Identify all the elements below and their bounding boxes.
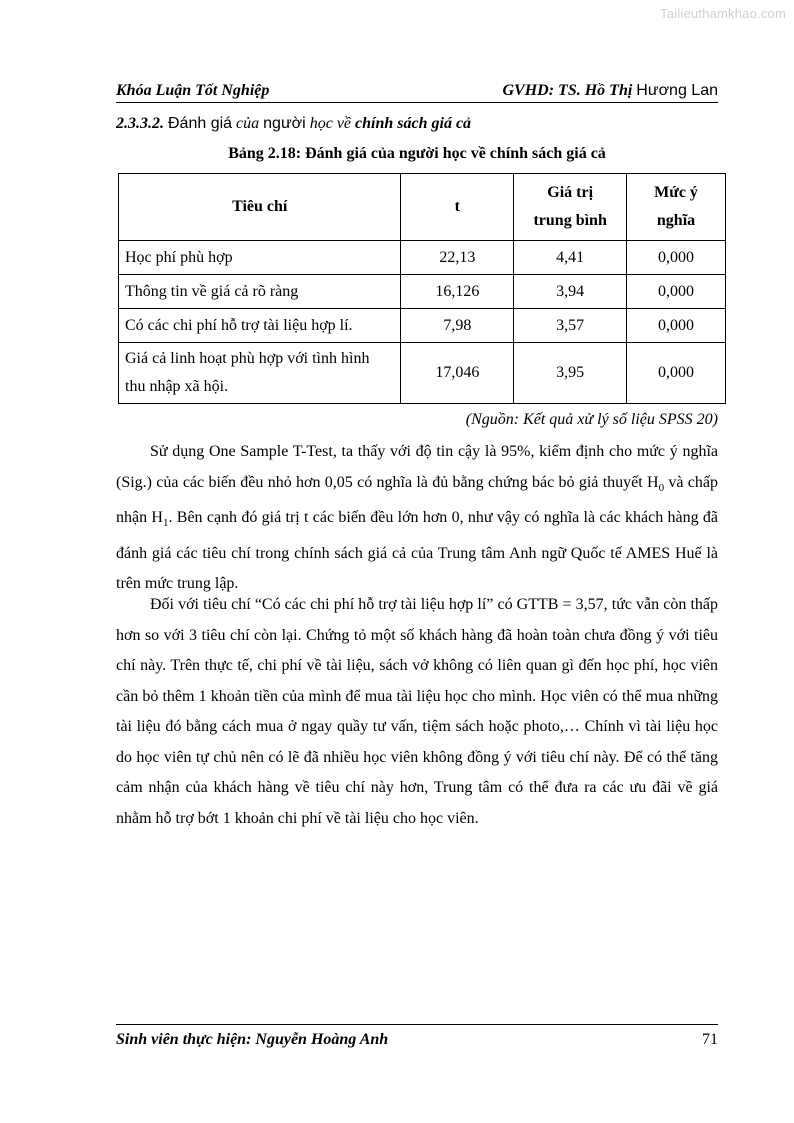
cell-mean: 3,94 [514,275,627,309]
cell-mean: 3,57 [514,309,627,343]
section-heading [116,115,471,133]
section-number: 2.3.3.2. [116,115,164,132]
cell-sig: 0,000 [627,241,726,275]
evaluation-table [118,173,726,404]
cell-mean: 4,41 [514,241,627,275]
section-title-part: người [263,115,306,132]
header-significance: Mức ý nghĩa [627,174,726,241]
table-caption: Bảng 2.18: Đánh giá của người học về chính sách giá cả [228,145,606,162]
header-mean-line2: trung bình [533,212,607,229]
header-mean-line1: Giá trị [547,184,594,201]
cell-criteria [119,343,401,404]
section-title-part: Đánh giá [168,115,233,132]
page-footer [116,1024,718,1049]
header-criteria: Tiêu chí [119,174,401,241]
header-mean [514,174,627,241]
header-t: t [401,174,514,241]
cell-t: 17,046 [401,343,514,404]
cell-t: 16,126 [401,275,514,309]
header-supervisor [503,82,719,100]
table-header-row [119,174,726,241]
cell-sig: 0,000 [627,275,726,309]
section-title-part: chính sách giá cả [355,115,472,132]
table-row [119,343,726,404]
paragraph-ttest-text: . Bên cạnh đó giá trị t các biến đều lớn hơn 0, như vậy có nghĩa là các khách hàng đã đánh giá các tiêu chí trong chính sách giá cả của Trung tâm Anh ngữ Quốc tế AMES Huế là trên mức trung lập. [116,509,719,593]
subscript-h0: 0 [658,481,665,494]
header-thesis-title: Khóa Luận Tốt Nghiệp [116,82,270,99]
cell-sig: 0,000 [627,309,726,343]
footer-author: Sinh viên thực hiện: Nguyễn Hoàng Anh [116,1031,389,1048]
cell-t: 22,13 [401,241,514,275]
paragraph-ttest-text: Sử dụng One Sample T-Test, ta thấy với độ tin cậy là 95%, kiểm định cho mức ý nghĩa (Sig.) của các biến đều nhỏ hơn 0,05 có nghĩa là đủ bằng chứng bác bỏ giả thuyết H [116,443,718,491]
table-row [119,275,726,309]
section-title-part: của [236,115,260,132]
header-supervisor-prefix: GVHD: TS. Hồ Thị [502,82,633,99]
paragraph-discussion: Đối với tiêu chí “Có các chi phí hỗ trợ tài liệu hợp lí” có GTTB = 3,57, tức vẫn còn thấp hơn so với 3 tiêu chí còn lại. Chứng tỏ một số khách hàng đã hoàn toàn chưa đồng ý với tiêu chí này. Trên thực tế, chi phí về tài liệu, sách vở không có liên quan gì đến học phí, học viên cần bỏ thêm 1 khoản tiền của mình để mua tài liệu học cho mình. Học viên có thể mua những tài liệu đó bằng cách mua ở ngay quầy tư vấn, tiệm sách hoặc photo,… Chính vì tài liệu học do học viên tự chủ nên có lẽ đã nhiều học viên không đồng ý với tiêu chí này. Để có thể tăng cảm nhận của khách hàng về tiêu chí này hơn, Trung tâm có thể đưa ra các ưu đãi về giá nhằm hỗ trợ bớt 1 khoản chi phí về tài liệu cho học viên. [116,596,718,827]
watermark: Tailieuthamkhao.com [660,6,786,21]
cell-criteria-line2: thu nhập xã hội. [125,378,229,395]
cell-criteria-line1: Giá cả linh hoạt phù hợp với tình hình [125,350,370,367]
cell-mean: 3,95 [514,343,627,404]
cell-criteria: Thông tin về giá cả rõ ràng [119,275,401,309]
cell-t: 7,98 [401,309,514,343]
paragraph-ttest-text: và chấp nhận H [116,473,719,527]
section-title-part: học về [309,115,352,132]
table-row [119,309,726,343]
page-header [116,78,718,103]
table-row [119,241,726,275]
table-source-note: (Nguồn: Kết quả xử lý số liệu SPSS 20) [465,411,718,428]
subscript-h1: 1 [162,517,169,530]
page-number: 71 [702,1031,718,1048]
cell-criteria: Có các chi phí hỗ trợ tài liệu hợp lí. [119,309,401,343]
cell-criteria: Học phí phù hợp [119,241,401,275]
header-supervisor-name: Hương Lan [636,82,718,99]
paragraph-ttest [116,437,718,600]
cell-sig: 0,000 [627,343,726,404]
